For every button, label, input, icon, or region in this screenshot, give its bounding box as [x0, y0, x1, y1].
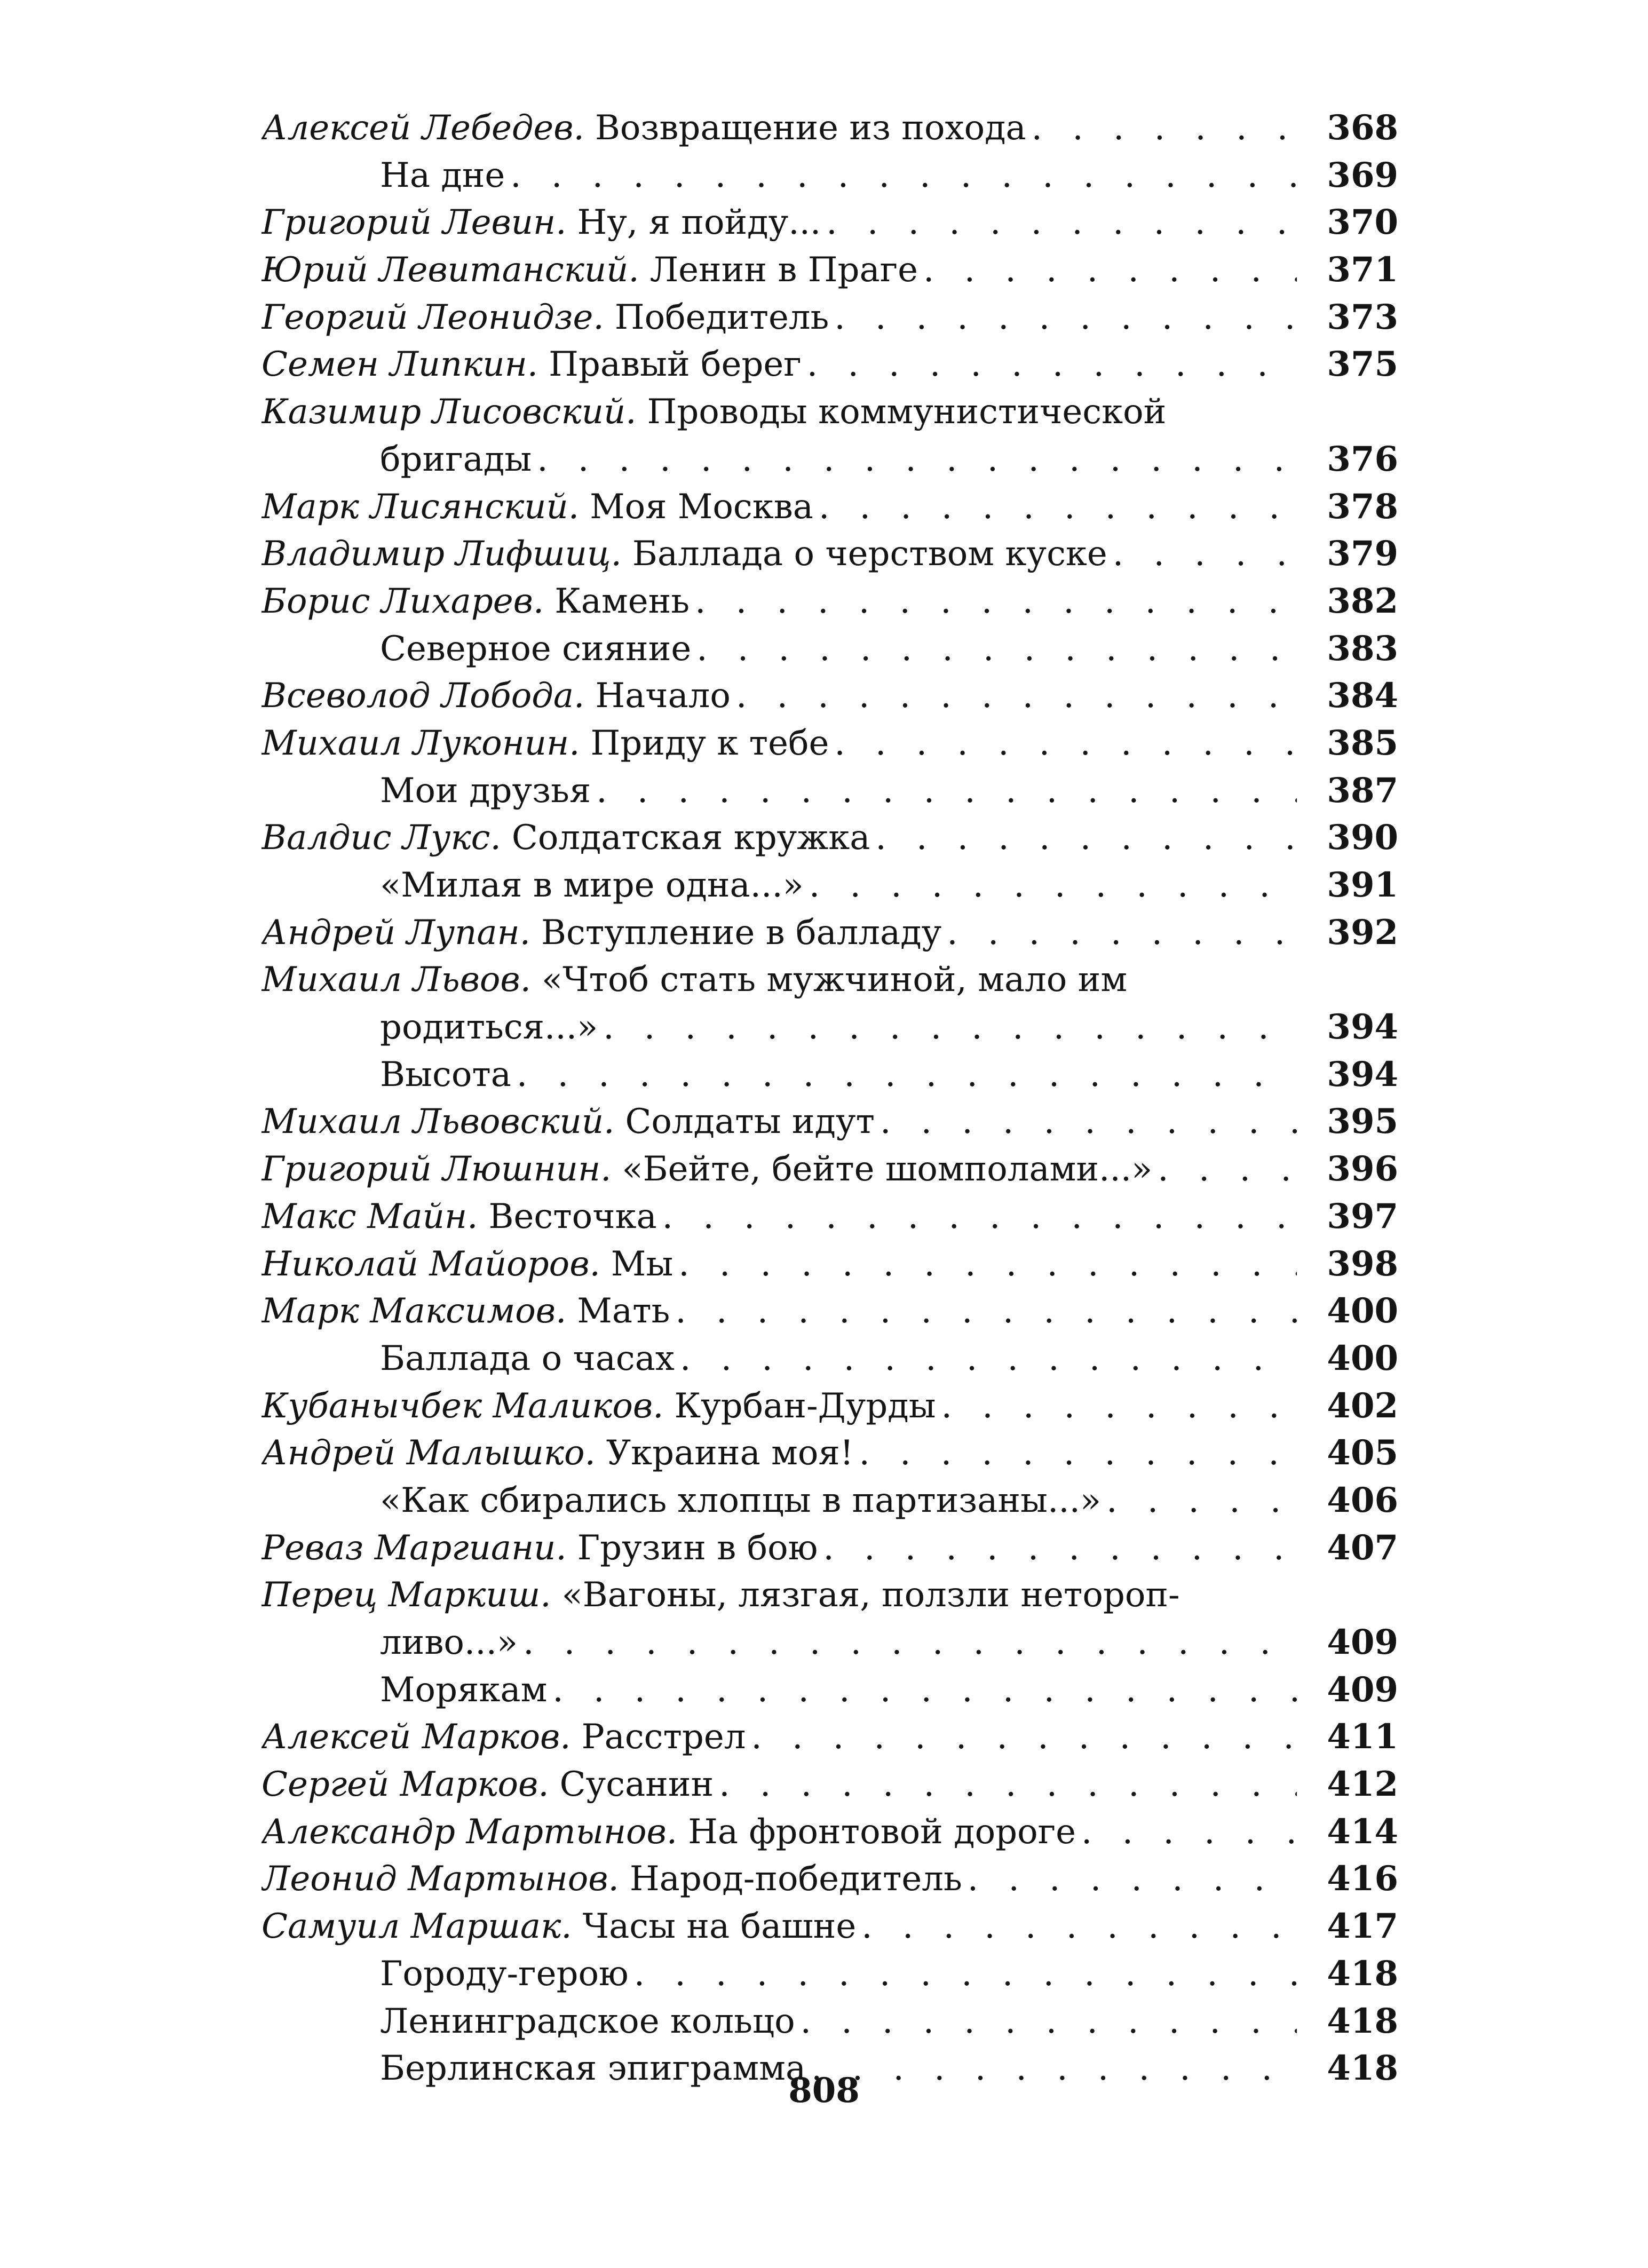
toc-title: Высота — [380, 1054, 511, 1095]
toc-entry — [262, 1335, 1398, 1383]
toc-entry — [262, 1383, 1398, 1430]
toc-title: На дне — [380, 155, 505, 195]
dot-leader — [596, 767, 1297, 815]
toc-entry-text — [262, 814, 1302, 862]
toc-entry-text — [262, 1241, 1302, 1288]
toc-entry — [262, 625, 1398, 673]
page-number: 808 — [788, 2071, 860, 2111]
toc-entry — [262, 483, 1398, 531]
toc-author: Марк Лисянский. — [262, 487, 580, 527]
toc-page-number: 409 — [1327, 1622, 1398, 1662]
toc-entry — [262, 247, 1398, 294]
toc-entry-text — [262, 436, 1302, 483]
toc-page-number: 412 — [1327, 1764, 1398, 1805]
toc-entry-text — [262, 1572, 1302, 1619]
toc-entry — [262, 1241, 1398, 1288]
toc-entry — [262, 1761, 1398, 1809]
toc-entry — [262, 1146, 1398, 1193]
toc-page-number: 409 — [1327, 1669, 1398, 1710]
dot-leader — [834, 294, 1297, 342]
toc-page-number: 370 — [1327, 202, 1398, 243]
toc-entry-text — [262, 1998, 1302, 2045]
toc-title: Моя Москва — [590, 487, 813, 527]
toc-author: Алексей Марков. — [262, 1717, 571, 1757]
toc-page-number: 373 — [1327, 297, 1398, 337]
toc-author: Реваз Маргиани. — [262, 1528, 567, 1568]
dot-leader — [751, 1714, 1297, 1761]
toc-page-number: 371 — [1327, 250, 1398, 290]
toc-page-number: 398 — [1327, 1243, 1398, 1284]
toc-title: ливо...» — [380, 1623, 518, 1662]
toc-page-number: 392 — [1327, 912, 1398, 953]
toc-title: «Вагоны, лязгая, ползли нетороп- — [561, 1575, 1180, 1615]
dot-leader — [523, 1619, 1297, 1667]
toc-page-number: 400 — [1327, 1291, 1398, 1331]
toc-entry-text — [262, 1525, 1302, 1572]
toc-title: Курбан-Дурды — [674, 1386, 936, 1426]
toc-author: Валдис Лукс. — [262, 818, 501, 858]
toc-entry-text — [262, 672, 1302, 720]
toc-title: Баллада о черством куске — [632, 534, 1107, 574]
toc-title: родиться...» — [380, 1008, 598, 1048]
toc-entry — [262, 199, 1398, 247]
toc-author: Юрий Левитанский. — [262, 250, 639, 290]
dot-leader — [923, 247, 1297, 294]
toc-entry — [262, 105, 1398, 152]
dot-leader — [1081, 1809, 1297, 1856]
toc-entry — [262, 1430, 1398, 1477]
toc-title: Мы — [611, 1244, 674, 1284]
toc-title: Народ-победитель — [629, 1859, 962, 1899]
toc-entry-text — [262, 1051, 1302, 1099]
toc-entry — [262, 436, 1398, 483]
toc-entry-text — [262, 1430, 1302, 1477]
toc-page-number: 368 — [1327, 108, 1398, 148]
toc-page-number: 391 — [1327, 865, 1398, 905]
dot-leader — [1032, 105, 1297, 152]
toc-author: Перец Маркиш. — [262, 1575, 551, 1615]
toc-entry-text — [262, 294, 1302, 342]
toc-author: Владимир Лифшиц. — [262, 534, 622, 574]
dot-leader — [859, 1430, 1297, 1477]
dot-leader — [1106, 1477, 1297, 1525]
toc-title: Украина моя! — [606, 1433, 854, 1473]
toc-page-number: 418 — [1327, 1953, 1398, 1994]
toc-entry-text — [262, 1667, 1302, 1714]
toc-entry-text — [262, 862, 1302, 909]
toc-entry — [262, 1004, 1398, 1051]
toc-entry — [262, 1667, 1398, 1714]
toc-title: Ленинградское кольцо — [380, 2001, 795, 2041]
toc-title: Солдатская кружка — [511, 818, 870, 858]
toc-page-number: 378 — [1327, 486, 1398, 527]
toc-page-number: 376 — [1327, 439, 1398, 479]
toc-author: Михаил Луконин. — [262, 723, 580, 763]
toc-title: Северное сияние — [380, 629, 692, 669]
toc-entry — [262, 814, 1398, 862]
dot-leader — [662, 1193, 1297, 1241]
dot-leader — [603, 1004, 1297, 1051]
toc-title: Мать — [577, 1291, 670, 1331]
toc-entry — [262, 720, 1398, 767]
dot-leader — [947, 909, 1297, 957]
toc-author: Григорий Люшнин. — [262, 1149, 612, 1189]
dot-leader — [552, 1667, 1297, 1714]
toc-page-number: 405 — [1327, 1433, 1398, 1473]
toc-entry-text — [262, 105, 1302, 152]
toc-title: Ленин в Праге — [649, 250, 918, 290]
toc-title: бригады — [380, 439, 532, 479]
toc-entry-text — [262, 1809, 1302, 1856]
toc-entry-text — [262, 625, 1302, 673]
dot-leader — [510, 152, 1297, 200]
toc-title: Морякам — [380, 1670, 548, 1710]
toc-entry-text — [262, 152, 1302, 200]
dot-leader — [834, 720, 1297, 767]
toc-entry-text — [262, 1619, 1302, 1667]
dot-leader — [826, 199, 1297, 247]
toc-author: Самуил Маршак. — [262, 1907, 572, 1947]
toc-title: Камень — [554, 581, 690, 621]
toc-page-number: 383 — [1327, 628, 1398, 669]
toc-author: Казимир Лисовский. — [262, 392, 637, 432]
toc-title: Расстрел — [581, 1717, 746, 1757]
dot-leader — [823, 1525, 1297, 1572]
toc-author: Михаил Львовский. — [262, 1102, 615, 1142]
dot-leader — [807, 341, 1297, 388]
toc-title: Начало — [595, 676, 731, 716]
toc-entry-text — [262, 767, 1302, 815]
toc-title: Возвращение из похода — [595, 108, 1026, 148]
toc-entry — [262, 1714, 1398, 1761]
toc-entry-text — [262, 1477, 1302, 1525]
toc-title: Грузин в бою — [577, 1528, 818, 1568]
toc-title: Вступление в балладу — [541, 913, 942, 953]
toc-title: Часы на башне — [582, 1907, 857, 1947]
toc-title: Баллада о часах — [380, 1338, 675, 1378]
dot-leader — [736, 672, 1297, 720]
toc-entry — [262, 1051, 1398, 1099]
toc-entry-text — [262, 720, 1302, 767]
dot-leader — [678, 1241, 1297, 1288]
toc-page-number: 414 — [1327, 1811, 1398, 1852]
toc-entry-text — [262, 1288, 1302, 1335]
toc-entry-text — [262, 1855, 1302, 1903]
toc-entry — [262, 672, 1398, 720]
toc-entry-text — [262, 1193, 1302, 1241]
toc-entry-text — [262, 388, 1302, 436]
toc-page-number: 379 — [1327, 534, 1398, 574]
toc-entry-text — [262, 956, 1302, 1004]
toc-page-number: 400 — [1327, 1338, 1398, 1378]
dot-leader — [517, 1051, 1297, 1099]
toc-page-number: 390 — [1327, 818, 1398, 858]
toc-entry-text — [262, 909, 1302, 957]
toc-title: Городу-герою — [380, 1954, 629, 1994]
toc-page-number: 385 — [1327, 723, 1398, 763]
toc-title: Ну, я пойду... — [577, 203, 821, 243]
toc-entry-text — [262, 199, 1302, 247]
dot-leader — [695, 578, 1297, 625]
toc-title: Мои друзья — [380, 771, 591, 811]
toc-author: Михаил Львов. — [262, 960, 531, 1000]
toc-page-number: 407 — [1327, 1527, 1398, 1568]
toc-page-number: 384 — [1327, 676, 1398, 716]
toc-entry-text — [262, 1950, 1302, 1998]
toc-page-number: 402 — [1327, 1385, 1398, 1426]
dot-leader — [719, 1761, 1297, 1809]
toc-author: Марк Максимов. — [262, 1291, 567, 1331]
toc-entry — [262, 530, 1398, 578]
toc-entry-text — [262, 1098, 1302, 1146]
toc-entry — [262, 1572, 1398, 1619]
toc-entry — [262, 1477, 1398, 1525]
toc-author: Кубанычбек Маликов. — [262, 1386, 664, 1426]
toc-title: Правый берег — [549, 345, 802, 385]
dot-leader — [1158, 1146, 1297, 1193]
toc-entry — [262, 341, 1398, 388]
toc-title: На фронтовой дороге — [688, 1812, 1076, 1852]
toc-title: «Чтоб стать мужчиной, мало им — [541, 960, 1128, 1000]
toc-page-number: 382 — [1327, 581, 1398, 621]
toc-entry — [262, 388, 1398, 436]
toc-entry-text — [262, 530, 1302, 578]
toc-title: Проводы коммунистической — [647, 392, 1167, 432]
toc-title: Победитель — [614, 297, 829, 337]
toc-entry — [262, 767, 1398, 815]
dot-leader — [696, 625, 1297, 673]
toc-entry — [262, 1998, 1398, 2045]
toc-entry-text — [262, 1383, 1302, 1430]
toc-entry-text — [262, 1903, 1302, 1950]
dot-leader — [809, 862, 1297, 909]
toc-author: Григорий Левин. — [262, 203, 567, 243]
toc-page-number: 418 — [1327, 2048, 1398, 2089]
dot-leader — [634, 1950, 1297, 1998]
toc-author: Леонид Мартынов. — [262, 1859, 619, 1899]
toc-author: Николай Майоров. — [262, 1244, 600, 1284]
toc-entry — [262, 1098, 1398, 1146]
dot-leader — [861, 1903, 1297, 1950]
toc-entry — [262, 1525, 1398, 1572]
toc-title: «Как сбирались хлопцы в партизаны...» — [380, 1480, 1102, 1520]
toc-page-number: 375 — [1327, 344, 1398, 385]
toc-page-number: 406 — [1327, 1480, 1398, 1520]
toc-page-number: 417 — [1327, 1906, 1398, 1947]
toc-entry — [262, 152, 1398, 200]
toc-page-number: 411 — [1327, 1717, 1398, 1757]
toc-entry — [262, 1193, 1398, 1241]
toc-entry — [262, 1855, 1398, 1903]
table-of-contents — [262, 105, 1398, 2092]
toc-page-number: 387 — [1327, 770, 1398, 811]
toc-title: Весточка — [488, 1196, 657, 1236]
dot-leader — [968, 1855, 1297, 1903]
toc-entry — [262, 294, 1398, 342]
toc-entry — [262, 1288, 1398, 1335]
toc-entry-text — [262, 341, 1302, 388]
toc-title: Приду к тебе — [590, 723, 829, 763]
toc-page-number: 418 — [1327, 2001, 1398, 2041]
dot-leader — [880, 1098, 1297, 1146]
toc-page-number: 416 — [1327, 1859, 1398, 1899]
dot-leader — [537, 436, 1297, 483]
toc-page-number: 394 — [1327, 1007, 1398, 1048]
toc-entry-text — [262, 247, 1302, 294]
toc-entry — [262, 1950, 1398, 1998]
toc-entry — [262, 578, 1398, 625]
toc-author: Александр Мартынов. — [262, 1812, 678, 1852]
toc-author: Андрей Малышко. — [262, 1433, 596, 1473]
toc-author: Георгий Леонидзе. — [262, 297, 604, 337]
toc-author: Борис Лихарев. — [262, 581, 544, 621]
toc-entry — [262, 956, 1398, 1004]
toc-entry-text — [262, 1335, 1302, 1383]
toc-author: Семен Липкин. — [262, 345, 538, 385]
dot-leader — [941, 1383, 1297, 1430]
toc-entry-text — [262, 1004, 1302, 1051]
toc-entry — [262, 909, 1398, 957]
toc-entry-text — [262, 1146, 1302, 1193]
dot-leader — [675, 1288, 1297, 1335]
toc-page-number: 369 — [1327, 155, 1398, 195]
toc-title: Берлинская эпиграмма — [380, 2049, 806, 2089]
toc-entry — [262, 862, 1398, 909]
dot-leader — [875, 814, 1297, 862]
toc-entry — [262, 1809, 1398, 1856]
toc-page-number: 394 — [1327, 1054, 1398, 1095]
toc-title: «Бейте, бейте шомполами...» — [622, 1149, 1153, 1189]
toc-author: Макс Майн. — [262, 1196, 478, 1236]
toc-title: «Милая в мире одна...» — [380, 866, 804, 905]
toc-entry-text — [262, 578, 1302, 625]
toc-entry-text — [262, 1761, 1302, 1809]
toc-title: Сусанин — [559, 1765, 714, 1805]
toc-author: Алексей Лебедев. — [262, 108, 584, 148]
toc-author: Андрей Лупан. — [262, 913, 530, 953]
toc-author: Всеволод Лобода. — [262, 676, 585, 716]
dot-leader — [819, 483, 1297, 531]
toc-author: Сергей Марков. — [262, 1765, 549, 1805]
dot-leader — [801, 1998, 1297, 2045]
toc-entry-text — [262, 483, 1302, 531]
toc-entry-text — [262, 1714, 1302, 1761]
toc-entry — [262, 1903, 1398, 1950]
dot-leader — [680, 1335, 1297, 1383]
toc-page-number: 397 — [1327, 1196, 1398, 1236]
toc-page-number: 395 — [1327, 1101, 1398, 1142]
toc-entry — [262, 1619, 1398, 1667]
toc-title: Солдаты идут — [625, 1102, 875, 1142]
dot-leader — [1113, 530, 1297, 578]
toc-page-number: 396 — [1327, 1149, 1398, 1189]
